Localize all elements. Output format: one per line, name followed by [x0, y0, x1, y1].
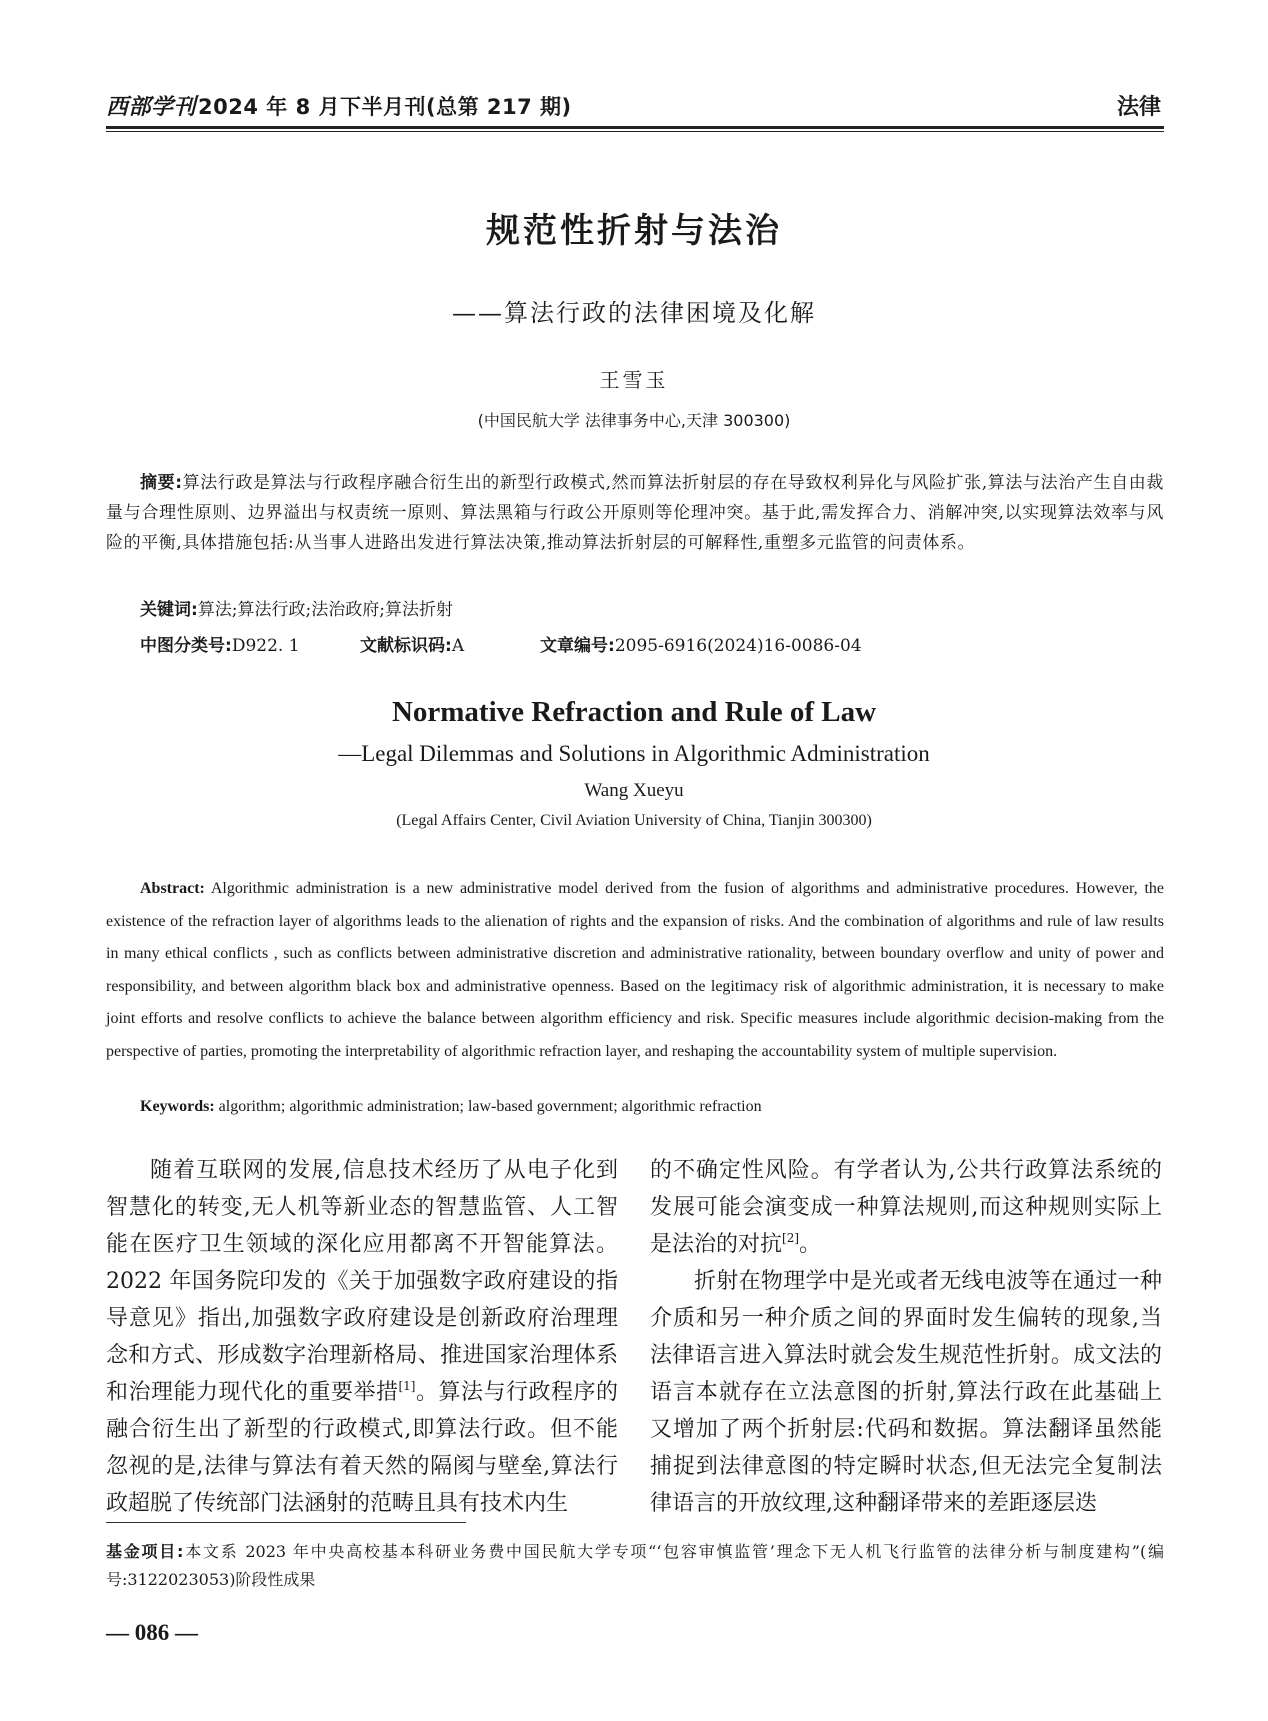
body-text: 。	[799, 1232, 822, 1257]
doc-code-value: A	[451, 636, 465, 656]
body-text: 折射在物理学中是光或者无线电波等在通过一种介质和另一种介质之间的界面时发生偏转的现象,当法律语言进入算法时就会发生规范性折射。成文法的语言本就存在立法意图的折射,算法行政在此基础上又增加了两个折射层:代码和数据。算法翻译虽然能捕捉到法律意图的特定瞬时状态,但无法完全复制法律语言的开放纹理,这种翻译带来的差距逐层迭	[650, 1269, 1162, 1516]
keywords-text-en: algorithm; algorithmic administration; law-based government; algorithmic refraction	[218, 1098, 762, 1115]
keywords-label-en: Keywords:	[140, 1098, 215, 1115]
footnote-label: 基金项目:	[106, 1542, 184, 1561]
doc-code-label: 文献标识码:	[360, 636, 452, 656]
article-title-cn: 规范性折射与法治	[486, 211, 782, 251]
body-text: 。算法与行政程序的融合衍生出了新型的行政模式,即算法行政。但不能忽视的是,法律与算法有着天然的隔阂与壁垒,算法行政超脱了传统部门法涵射的范畴且具有技术内生	[106, 1380, 618, 1516]
body-column-left	[106, 1152, 618, 1522]
abstract-text-en: Algorithmic administration is a new administrative model derived from the fusion of algorithms and administrative procedures. However, the existence of the refraction layer of algorithms leads to the alienation of rights and the expansion of risks. And the combination of algorithms and rule of law results in many ethical conflicts , such as conflicts between administrative discretion and administrative rationality, between boundary overflow and unity of power and responsibility, and between algorithm black box and administrative openness. Based on the legitimacy risk of algorithmic administration, it is necessary to make joint efforts and resolve conflicts to achieve the balance between algorithm efficiency and risk. Specific measures include algorithmic decision-making from the perspective of parties, promoting the interpretability of algorithmic refraction layer, and reshaping the accountability system of multiple supervision.	[106, 880, 1164, 1060]
body-text: 随着互联网的发展,信息技术经历了从电子化到智慧化的转变,无人机等新业态的智慧监管、人工智能在医疗卫生领域的深化应用都离不开智能算法。2022 年国务院印发的《关于加强数字政府建设的指导意见》指出,加强数字政府建设是创新政府治理理念和方式、形成数字治理新格局、推进国家治理体系和治理能力现代化的重要举措	[106, 1158, 618, 1405]
citation-ref: [1]	[398, 1379, 416, 1393]
body-paragraph	[650, 1152, 1162, 1263]
section-label: 法律	[1116, 95, 1161, 120]
abstract-label-en: Abstract:	[140, 880, 205, 897]
body-column-right	[650, 1152, 1162, 1522]
footnote-rule	[106, 1522, 466, 1523]
abstract-cn	[106, 468, 1164, 558]
abstract-text-cn: 算法行政是算法与行政程序融合衍生出的新型行政模式,然而算法折射层的存在导致权利异化与风险扩张,算法与法治产生自由裁量与合理性原则、边界溢出与权责统一原则、算法黑箱与行政公开原则等伦理冲突。基于此,需发挥合力、消解冲突,以实现算法效率与风险的平衡,具体措施包括:从当事人进路出发进行算法决策,推动算法折射层的可解释性,重塑多元监管的问责体系。	[106, 473, 1164, 553]
author-en: Wang Xueyu	[584, 780, 684, 801]
running-header-left	[106, 90, 572, 121]
article-no-label: 文章编号:	[540, 636, 615, 656]
author-cn: 王雪玉	[599, 368, 669, 392]
clc-label: 中图分类号:	[140, 636, 232, 656]
body-paragraph	[650, 1263, 1162, 1522]
keywords-label-cn: 关键词:	[140, 600, 198, 620]
page-number: — 086 —	[106, 1620, 198, 1645]
body-text: 的不确定性风险。有学者认为,公共行政算法系统的发展可能会演变成一种算法规则,而这种规则实际上是法治的对抗	[650, 1158, 1162, 1257]
affiliation-en: (Legal Affairs Center, Civil Aviation University of China, Tianjin 300300)	[396, 812, 872, 829]
article-subtitle-en: —Legal Dilemmas and Solutions in Algorithmic Administration	[338, 741, 930, 766]
article-title-en: Normative Refraction and Rule of Law	[391, 696, 877, 728]
article-no-value: 2095-6916(2024)16-0086-04	[614, 636, 862, 656]
keywords-cn	[140, 595, 453, 620]
article-no-item	[540, 631, 862, 656]
footnote-text: 本文系 2023 年中央高校基本科研业务费中国民航大学专项“‘包容审慎监管’理念下无人机飞行监管的法律分析与制度建构”(编号:3122023053)阶段性成果	[106, 1542, 1164, 1589]
footnote	[106, 1538, 1164, 1594]
keywords-text-cn: 算法;算法行政;法治政府;算法折射	[197, 600, 453, 620]
journal-brand: 西部学刊	[106, 94, 197, 120]
article-subtitle-cn: ——算法行政的法律困境及化解	[452, 299, 816, 327]
abstract-label-cn: 摘要:	[140, 473, 183, 493]
doc-code-item	[360, 631, 540, 656]
issue-info: 2024 年 8 月下半月刊(总第 217 期)	[198, 95, 572, 119]
header-rule-thin	[106, 131, 1164, 132]
header-rule	[106, 126, 1164, 129]
body-paragraph	[106, 1152, 618, 1522]
citation-ref: [2]	[782, 1231, 800, 1245]
keywords-en	[140, 1098, 762, 1116]
abstract-en	[106, 873, 1164, 1068]
classification-line	[140, 631, 1164, 656]
clc-item	[140, 631, 360, 656]
clc-value: D922. 1	[231, 636, 300, 656]
affiliation-cn: (中国民航大学 法律事务中心,天津 300300)	[477, 411, 791, 430]
